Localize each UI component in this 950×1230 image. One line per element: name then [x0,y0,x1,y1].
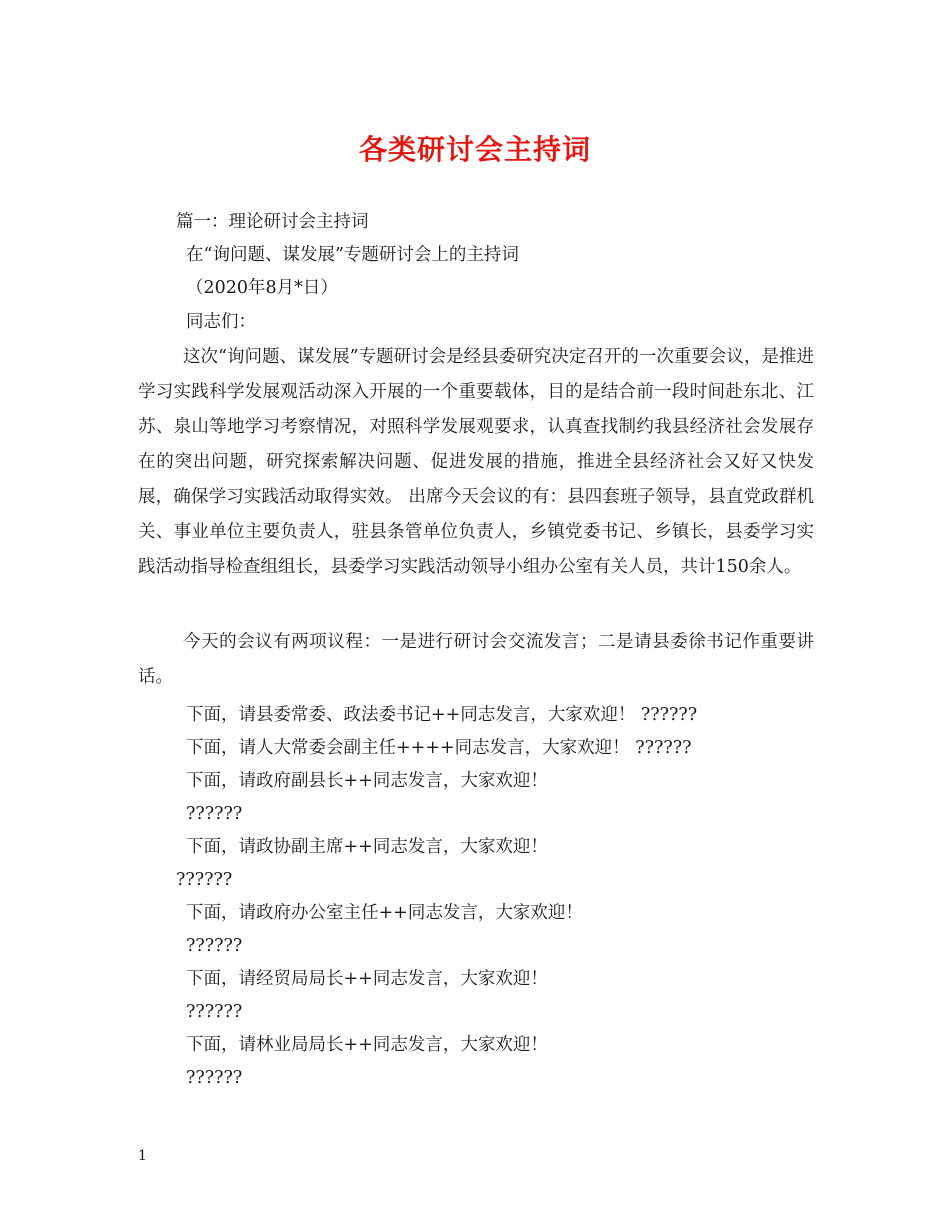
placeholder-marks: ?????? [186,1068,243,1088]
body-paragraph-2: 今天的会议有两项议程：一是进行研讨会交流发言；二是请县委徐书记作重要讲话。 [138,632,814,687]
list-item: 下面，请政协副主席++同志发言，大家欢迎！ [186,837,548,857]
placeholder-marks: ?????? [186,1002,243,1022]
placeholder-marks: ?????? [176,870,233,890]
list-item: 下面，请人大常委会副主任++++同志发言，大家欢迎！ ?????? [186,738,692,758]
list-item: 下面，请林业局局长++同志发言，大家欢迎！ [186,1035,548,1055]
list-item: 下面，请政府办公室主任++同志发言，大家欢迎！ [186,903,583,923]
list-item: 下面，请政府副县长++同志发言，大家欢迎！ [186,771,548,791]
placeholder-marks: ?????? [186,804,243,824]
body-paragraph-1: 这次“询问题、谋发展”专题研讨会是经县委研究决定召开的一次重要会议，是推进学习实践科学发展观活动深入开展的一个重要载体，目的是结合前一段时间赴东北、江苏、泉山等地学习考察情况，对照科学发展观要求，认真查找制约我县经济社会发展存在的突出问题，研究探索解决问题、促进发展的措施，推进全县经济社会又好又快发展，确保学习实践活动取得实效。 出席今天会议的有：县四套班子领导，县直党政群机关、事业单位主要负责人，驻县条管单位负责人，乡镇党委书记、乡镇长，县委学习实践活动指导检查组组长，县委学习实践活动领导小组办公室有关人员，共计150余人。 [138,347,814,577]
subtitle: 在“询问题、谋发展”专题研讨会上的主持词 [186,245,519,265]
salutation: 同志们： [186,312,256,332]
placeholder-marks: ?????? [186,936,243,956]
section-heading: 篇一：理论研讨会主持词 [176,212,369,232]
page-number: 1 [138,1148,147,1164]
list-item: 下面，请县委常委、政法委书记++同志发言，大家欢迎！ ?????? [186,705,698,725]
date-line: （2020年8月*日） [186,278,338,298]
document-title: 各类研讨会主持词 [358,133,591,166]
list-item: 下面，请经贸局局长++同志发言，大家欢迎！ [186,969,548,989]
